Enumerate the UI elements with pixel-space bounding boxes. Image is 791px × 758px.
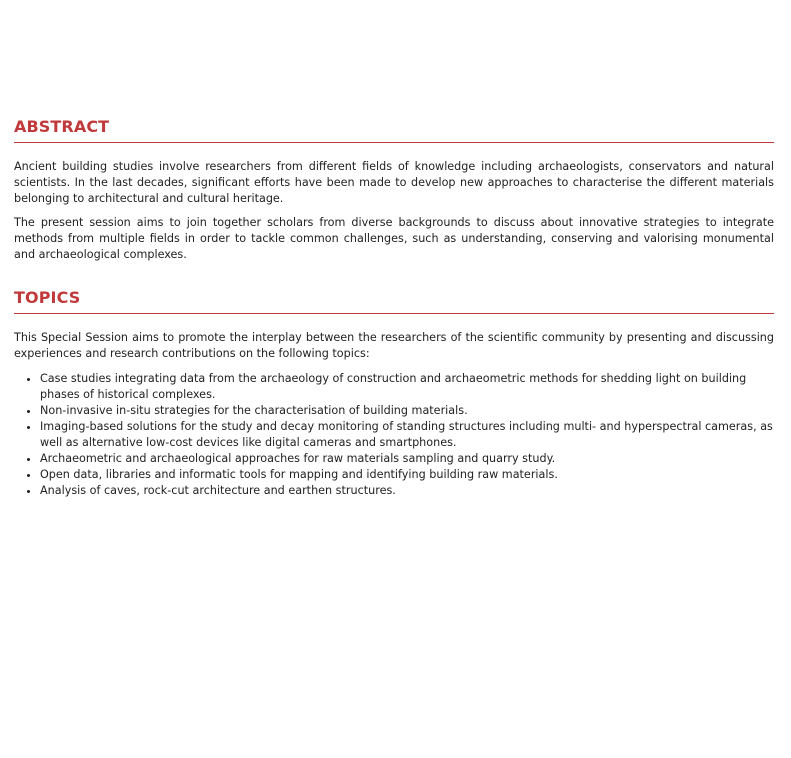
topics-intro: This Special Session aims to promote the interplay between the researchers of the scientific community by presenting and discussing experiences and research contributions on the following topics: [14,331,774,360]
topics-heading: TOPICS [14,288,774,314]
topic-item: • Open data, libraries and informatic tools for mapping and identifying building raw materials. [40,467,774,483]
page-content [0,117,791,499]
topics-list [14,371,774,499]
abstract-paragraph-1: Ancient building studies involve researchers from different fields of knowledge including archaeologists, conservators and natural scientists. In the last decades, significant efforts have been made to develop new approaches to characterise the different materials belonging to architectural and cultural heritage. [14,160,774,205]
topic-item: • Non-invasive in-situ strategies for the characterisation of building materials. [40,403,774,419]
topic-item: • Archaeometric and archaeological approaches for raw materials sampling and quarry study. [40,451,774,467]
topic-item: • Case studies integrating data from the archaeology of construction and archaeometric methods for shedding light on building phases of historical complexes. [40,371,774,403]
topics-section [14,288,774,499]
abstract-section [14,117,774,263]
abstract-heading: ABSTRACT [14,117,774,143]
abstract-paragraph-2: The present session aims to join together scholars from diverse backgrounds to discuss about innovative strategies to integrate methods from multiple fields in order to tackle common challenges, such as understanding, conserving and valorising monumental and archaeological complexes. [14,216,774,261]
topic-item: • Analysis of caves, rock-cut architecture and earthen structures. [40,483,774,499]
topic-item: • Imaging-based solutions for the study and decay monitoring of standing structures including multi- and hyperspectral cameras, as well as alternative low-cost devices like digital cameras and smartphones. [40,419,774,451]
